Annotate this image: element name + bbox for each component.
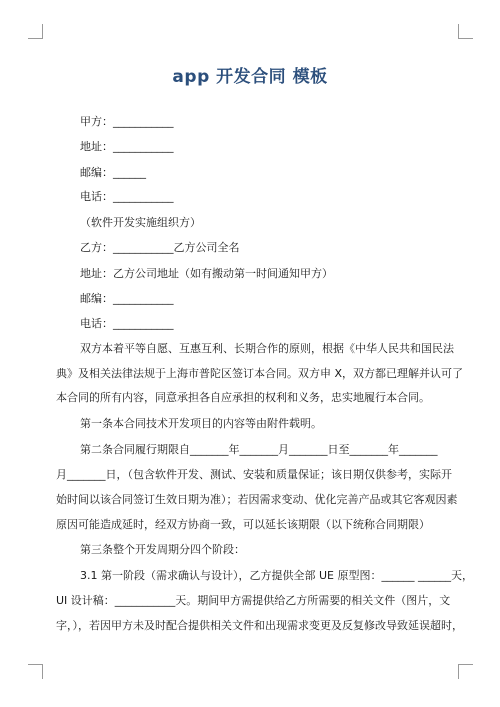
party-b-address: 地址：乙方公司地址（如有搬动第一时间通知甲方）	[80, 267, 333, 280]
party-a-address: 地址：___________	[80, 140, 174, 153]
article-1: 第一条本合同技术开发项目的内容等由附件载明。	[80, 417, 322, 430]
preamble-line-2: 典》及相关法律法规于上海市普陀区签订本合同。双方申 X，双方都已理解并认可了	[56, 367, 464, 380]
party-b-postcode: 邮编：___________	[80, 292, 174, 305]
document-title: app 开发合同 模板	[172, 67, 328, 87]
party-a-phone: 电话：___________	[80, 190, 174, 203]
party-b-name: 乙方：___________乙方公司全名	[80, 241, 240, 254]
article-2-line-1: 第二条合同履行期限自_______年_______月_______日至_______年_______	[80, 443, 438, 456]
page-corner-mark-bottom-left	[28, 664, 43, 679]
clause-3-1-line-2: UI 设计稿：___________天。期间甲方需提供给乙方所需要的相关文件（图片，文	[56, 594, 451, 607]
clause-3-1-line-3: 字，），若因甲方未及时配合提供相关文件和出现需求变更及反复修改导致延误超时，	[56, 619, 463, 632]
page-corner-mark-top-right	[458, 24, 473, 39]
clause-3-1-line-1: 3.1 第一阶段（需求确认与设计），乙方提供全部 UE 原型图：______ ______天，	[80, 569, 473, 582]
party-a-name: 甲方：___________	[80, 115, 174, 128]
party-b-phone: 电话：___________	[80, 317, 174, 330]
page-corner-mark-top-left	[28, 24, 43, 39]
party-b-role-note: （软件开发实施组织方）	[80, 216, 201, 229]
article-2-line-2: 月_______日，（包含软件开发、测试、安装和质量保证；该日期仅供参考，实际开	[56, 468, 452, 481]
article-2-line-4: 原因可能造成延时，经双方协商一致，可以延长该期限（以下统称合同期限）	[56, 518, 430, 531]
article-2-line-3: 始时间以该合同签订生效日期为准）；若因需求变动、优化完善产品或其它客观因素	[56, 493, 458, 506]
article-3: 第三条整个开发周期分四个阶段：	[80, 543, 245, 556]
party-a-postcode: 邮编：______	[80, 166, 146, 179]
page-corner-mark-bottom-right	[458, 664, 473, 679]
preamble-line-1: 双方本着平等自愿、互惠互利、长期合作的原则，根据《中华人民共和国民法	[80, 342, 454, 355]
preamble-line-3: 本合同的所有内容，同意承担各自应承担的权利和义务，忠实地履行本合同。	[56, 391, 430, 404]
